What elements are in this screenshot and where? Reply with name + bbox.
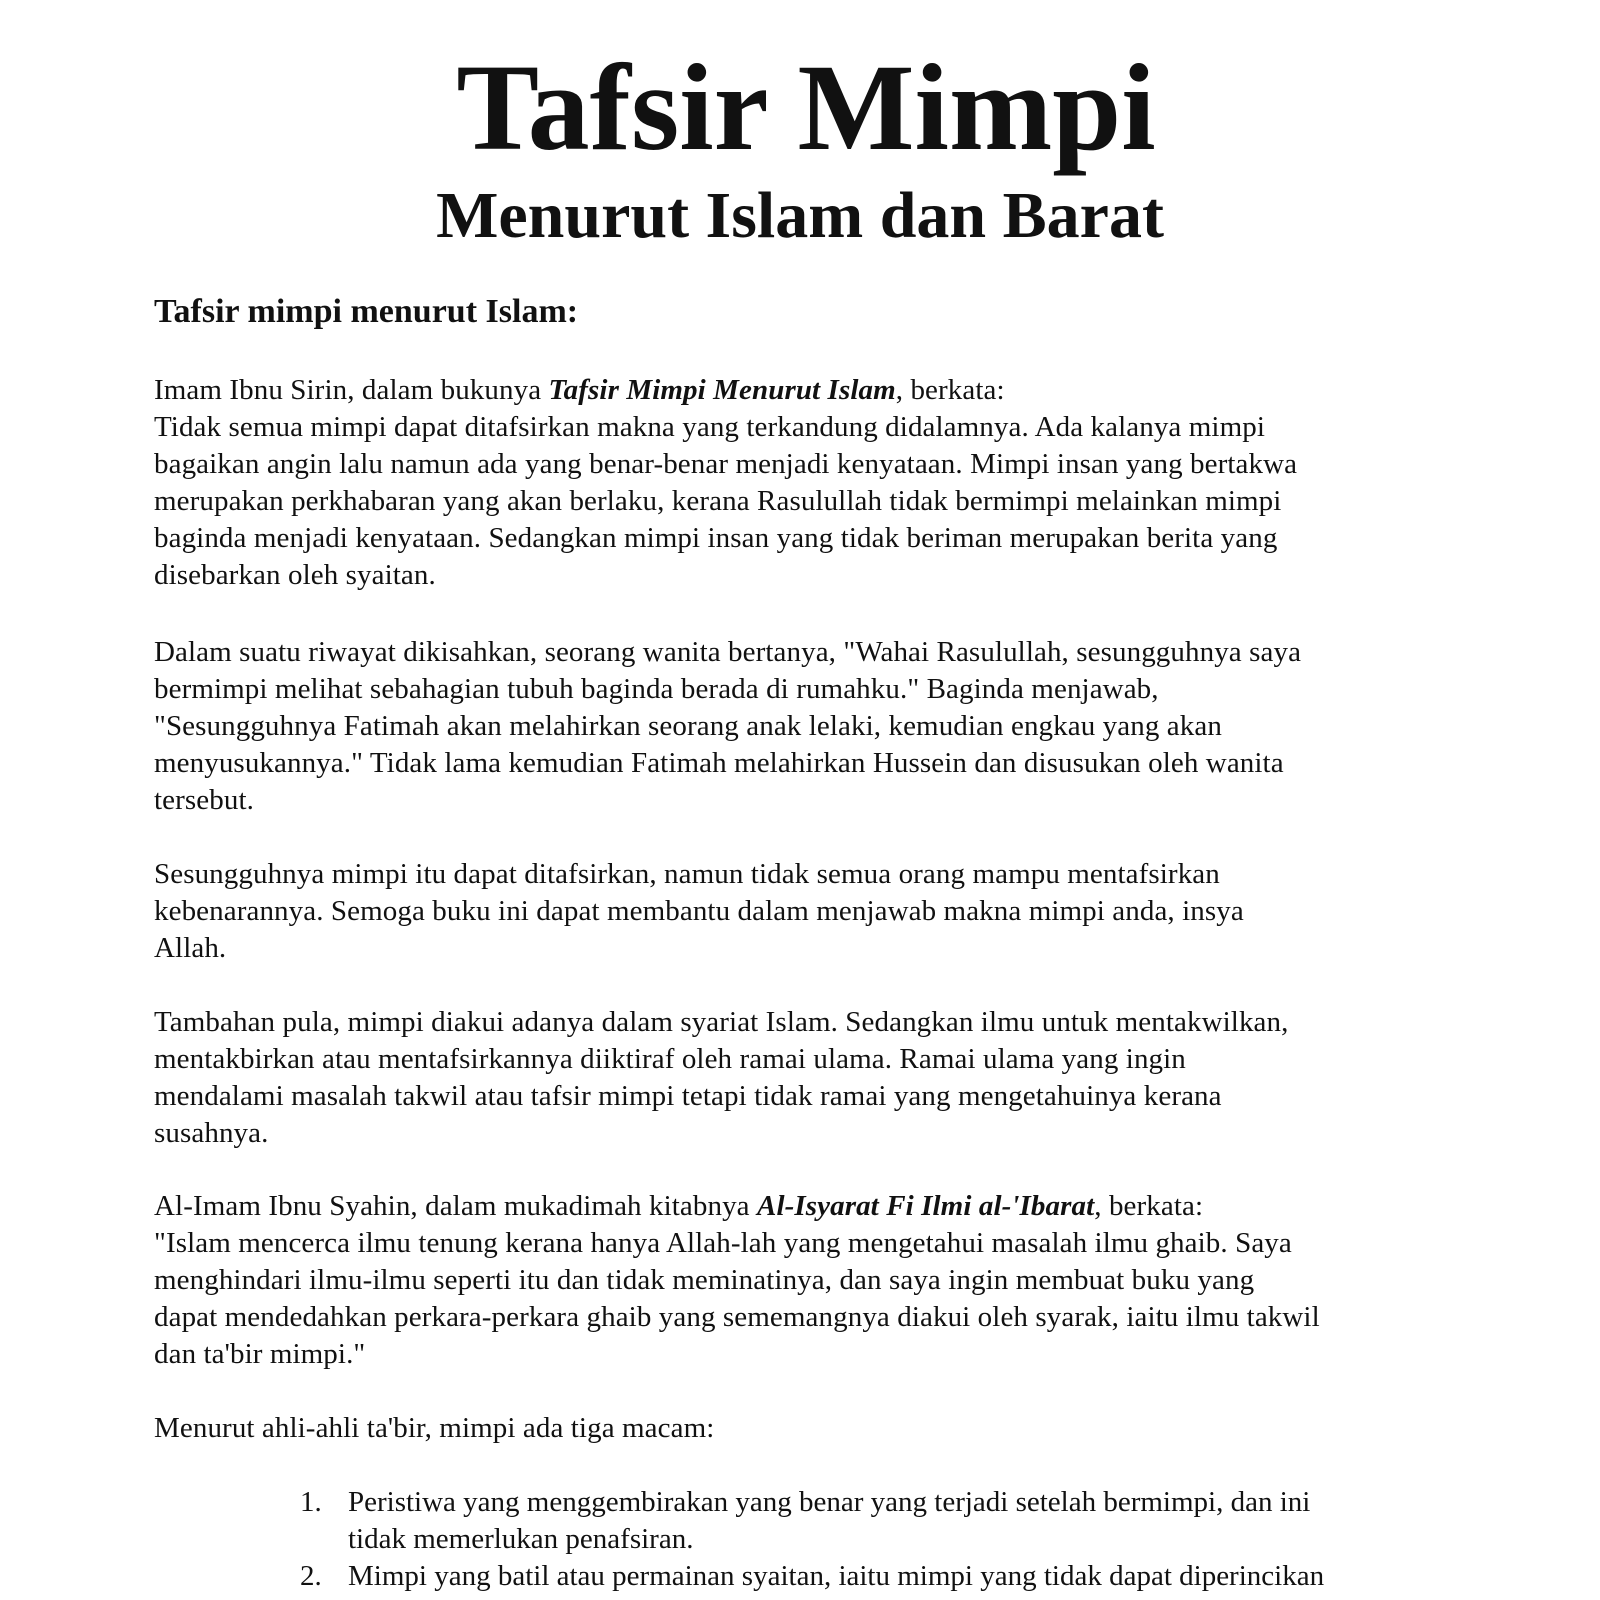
- paragraph-line: bermimpi melihat sebahagian tubuh baginda berada di rumahku." Baginda menjawab,: [154, 673, 1159, 705]
- paragraph-line: Sesungguhnya mimpi itu dapat ditafsirkan, namun tidak semua orang mampu mentafsirkan: [154, 858, 1220, 890]
- paragraph-line: Menurut ahli-ahli ta'bir, mimpi ada tiga macam:: [154, 1412, 715, 1444]
- paragraph-riwayat: [154, 634, 1454, 819]
- paragraph-ibnu-syahin: [154, 1188, 1454, 1373]
- paragraph-line: kebenarannya. Semoga buku ini dapat membantu dalam menjawab makna mimpi anda, insya: [154, 895, 1244, 927]
- paragraph-tambahan: [154, 1004, 1454, 1152]
- paragraph-intro-line: [154, 1188, 1454, 1225]
- intro-text: , berkata:: [1094, 1190, 1204, 1222]
- paragraph-line: disebarkan oleh syaitan.: [154, 559, 436, 591]
- paragraph-line: "Sesungguhnya Fatimah akan melahirkan seorang anak lelaki, kemudian engkau yang akan: [154, 710, 1222, 742]
- paragraph-intro-line: [154, 372, 1454, 409]
- list-item: [300, 1484, 1450, 1558]
- paragraph-line: dapat mendedahkan perkara-perkara ghaib yang sememangnya diakui oleh syarak, iaitu ilmu takwil: [154, 1301, 1320, 1333]
- paragraph-line: Allah.: [154, 932, 227, 964]
- paragraph-line: mendalami masalah takwil atau tafsir mimpi tetapi tidak ramai yang mengetahuinya kerana: [154, 1080, 1222, 1112]
- paragraph-line: susahnya.: [154, 1117, 269, 1149]
- paragraph-line: Tidak semua mimpi dapat ditafsirkan makna yang terkandung didalamnya. Ada kalanya mimpi: [154, 411, 1265, 443]
- paragraph-line: baginda menjadi kenyataan. Sedangkan mimpi insan yang tidak beriman merupakan berita yang: [154, 522, 1278, 554]
- paragraph-line: Dalam suatu riwayat dikisahkan, seorang wanita bertanya, "Wahai Rasulullah, sesungguhnya saya: [154, 636, 1302, 668]
- book-title: Tafsir Mimpi Menurut Islam: [548, 374, 896, 406]
- paragraph-line: Tambahan pula, mimpi diakui adanya dalam syariat Islam. Sedangkan ilmu untuk mentakwilkan,: [154, 1006, 1289, 1038]
- list-item-line: Peristiwa yang menggembirakan yang benar yang terjadi setelah bermimpi, dan ini: [348, 1486, 1311, 1518]
- paragraph-line: dan ta'bir mimpi.": [154, 1338, 366, 1370]
- numbered-list: [300, 1484, 1450, 1595]
- section-heading: Tafsir mimpi menurut Islam:: [154, 293, 579, 330]
- intro-text: , berkata:: [895, 374, 1005, 406]
- paragraph-line: menyusukannya." Tidak lama kemudian Fatimah melahirkan Hussein dan disusukan oleh wanita: [154, 747, 1284, 779]
- paragraph-ibnu-sirin: [154, 372, 1454, 594]
- paragraph-line: bagaikan angin lalu namun ada yang benar-benar menjadi kenyataan. Mimpi insan yang bertakwa: [154, 448, 1298, 480]
- paragraph-line: "Islam mencerca ilmu tenung kerana hanya Allah-lah yang mengetahui masalah ilmu ghaib. Saya: [154, 1227, 1292, 1259]
- paragraph-line: mentakbirkan atau mentafsirkannya diiktiraf oleh ramai ulama. Ramai ulama yang ingin: [154, 1043, 1186, 1075]
- list-number: 2.: [300, 1560, 322, 1592]
- list-item-line: Mimpi yang batil atau permainan syaitan, iaitu mimpi yang tidak dapat diperincikan: [348, 1560, 1325, 1592]
- list-number: 1.: [300, 1486, 322, 1518]
- document-title: Tafsir Mimpi: [456, 39, 1156, 176]
- paragraph-line: tersebut.: [154, 784, 254, 816]
- paragraph-tiga-macam: [154, 1410, 1454, 1447]
- book-title: Al-Isyarat Fi Ilmi al-'Ibarat: [757, 1190, 1095, 1222]
- list-item-line: tidak memerlukan penafsiran.: [348, 1523, 694, 1555]
- list-item: [300, 1558, 1450, 1595]
- document-subtitle: Menurut Islam dan Barat: [436, 179, 1164, 252]
- paragraph-line: menghindari ilmu-ilmu seperti itu dan tidak meminatinya, dan saya ingin membuat buku yang: [154, 1264, 1255, 1296]
- paragraph-sesungguhnya: [154, 856, 1454, 967]
- intro-text: Imam Ibnu Sirin, dalam bukunya: [154, 374, 549, 406]
- intro-text: Al-Imam Ibnu Syahin, dalam mukadimah kitabnya: [154, 1190, 757, 1222]
- paragraph-line: merupakan perkhabaran yang akan berlaku, kerana Rasulullah tidak bermimpi melainkan mimpi: [154, 485, 1282, 517]
